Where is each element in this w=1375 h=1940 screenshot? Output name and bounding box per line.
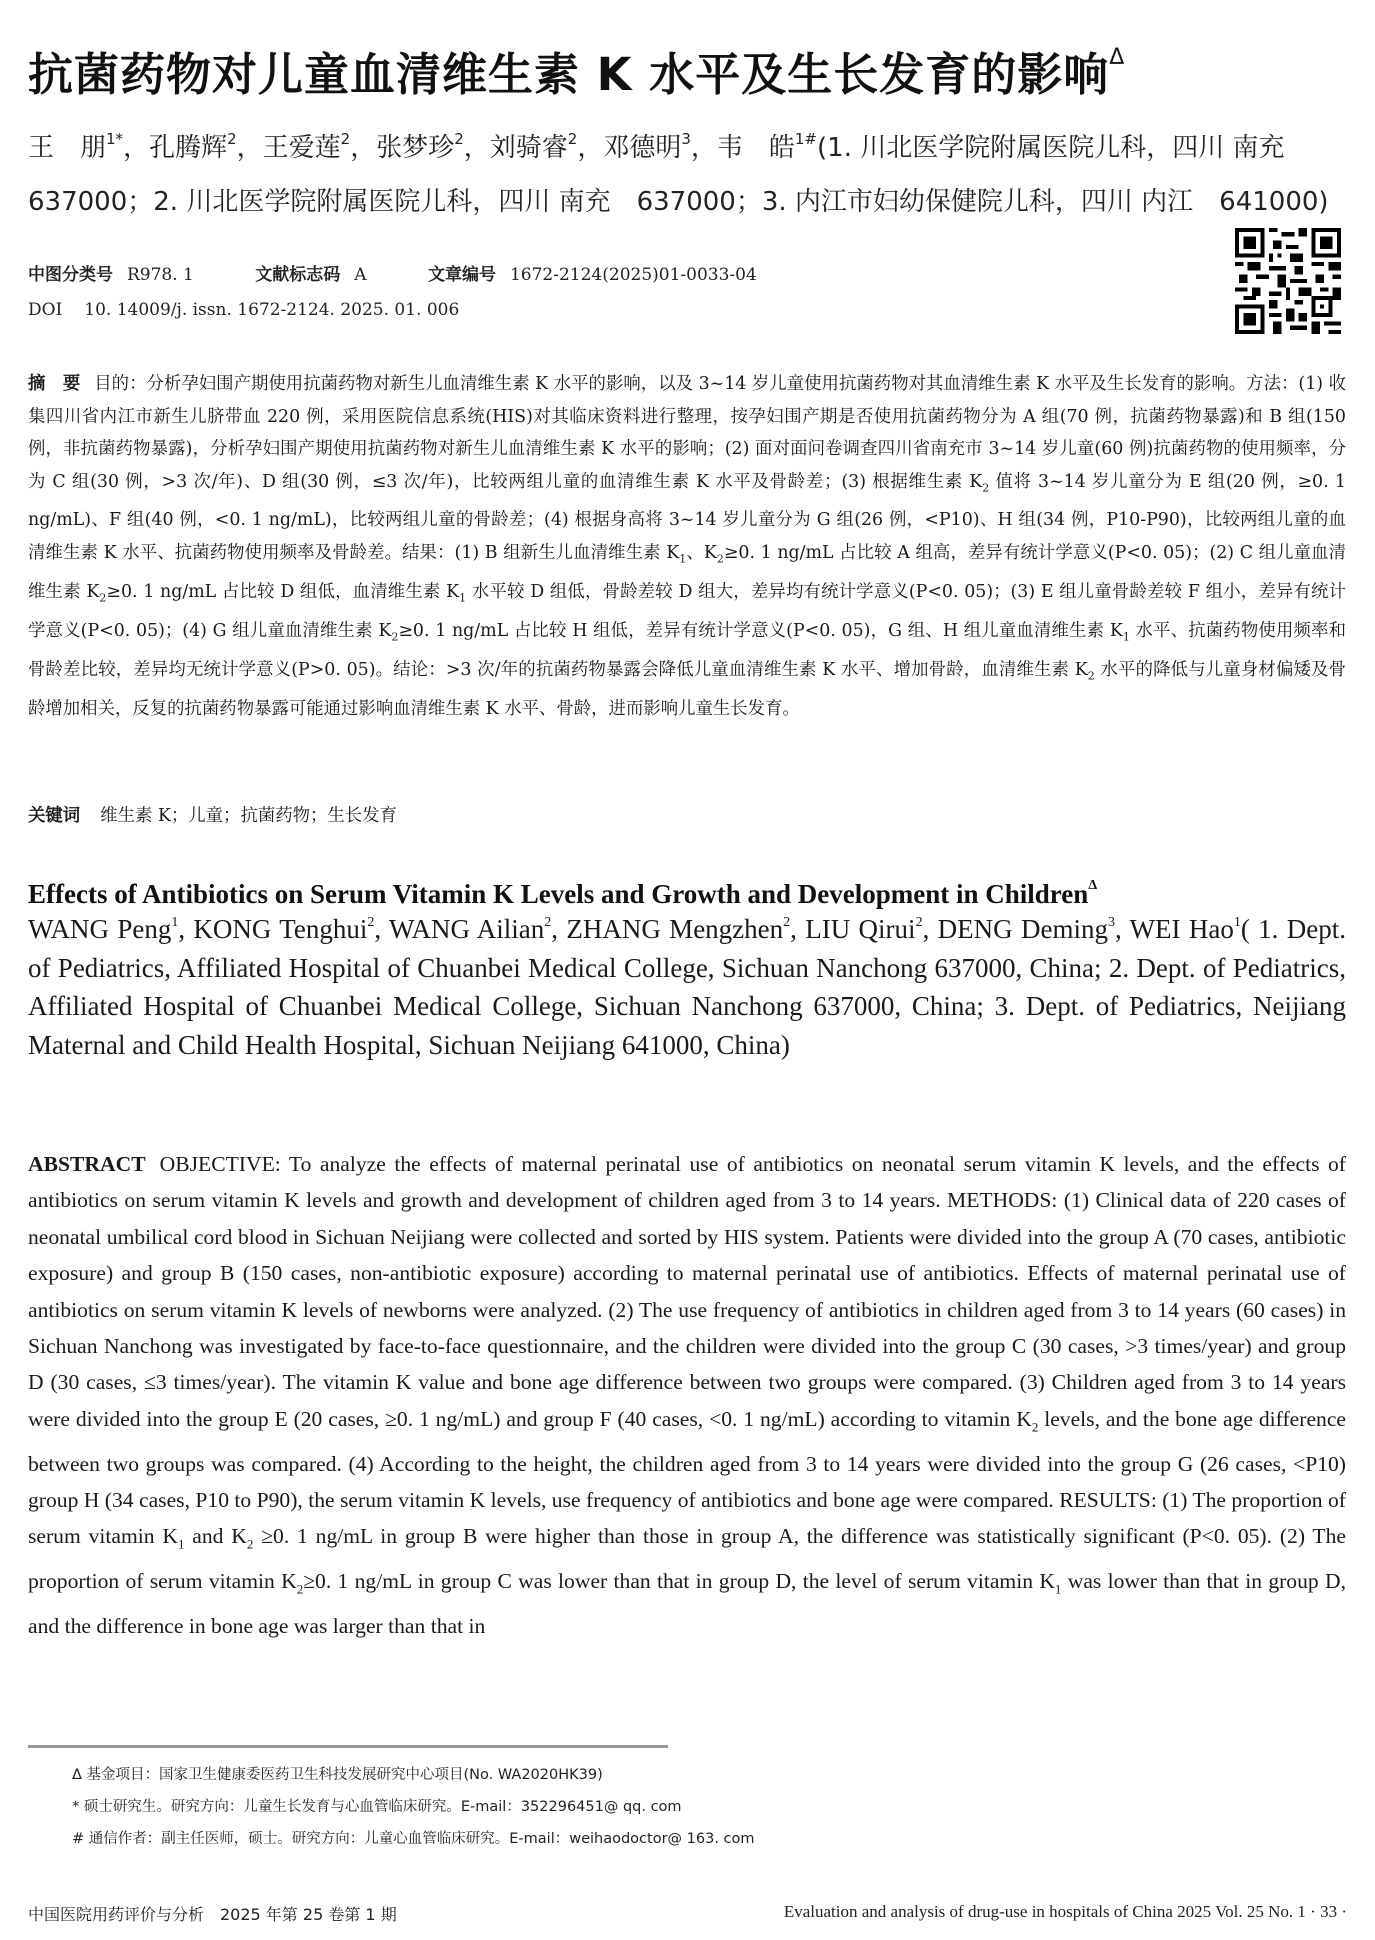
authors-affiliations-en (28, 904, 1346, 1064)
abstract-text: ≥0. 1 ng/mL in group B were higher than those in group A, the difference was statistically significant (P<0. 05). (2) The proportion of serum vitamin K (28, 1524, 1346, 1594)
clc-label: 中图分类号 (28, 265, 113, 285)
subscript: 2 (246, 1536, 254, 1552)
author-sup: 2 (544, 915, 552, 930)
title-en-text: Effects of Antibiotics on Serum Vitamin K Levels and Growth and Development in Children (28, 879, 1089, 909)
article-title-cn (28, 28, 1358, 105)
author: ，孔腾辉 (123, 133, 228, 163)
abstract-text: was lower than that in group D, and the difference in bone age was larger than that in (28, 1569, 1346, 1638)
author-sup: 2 (340, 130, 351, 148)
keywords-value: 维生素 K；儿童；抗菌药物；生长发育 (100, 806, 397, 826)
footnote-corresponding: # 通信作者：副主任医师，硕士。研究方向：儿童心血管临床研究。E-mail：weihaodoctor@ 163. com (72, 1831, 755, 1847)
abstract-cn (28, 368, 1346, 725)
doi-label: DOI (28, 300, 63, 320)
subscript: 2 (1087, 669, 1095, 683)
author-sup: 3 (681, 130, 691, 148)
abstract-text: 、K (686, 542, 717, 563)
abstract-cn-label: 摘 要 (28, 374, 81, 394)
qr-code-icon (1235, 228, 1341, 334)
subscript: 2 (99, 591, 107, 605)
subscript: 1 (1122, 630, 1130, 644)
doc-code-label: 文献标志码 (255, 265, 341, 285)
author: , DENG Deming (922, 914, 1108, 944)
author-sup: 3 (1107, 915, 1115, 930)
author: ，刘骑睿 (463, 133, 568, 163)
doc-code-value: A (354, 265, 367, 285)
keywords-cn (28, 800, 397, 832)
abstract-text: 水平、抗菌药物使用频率和骨龄差比较，差异均无统计学意义(P>0. 05)。结论：>3 次/年的抗菌药物暴露会降低儿童血清维生素 K 水平、增加骨龄，血清维生素 K (28, 620, 1347, 680)
abstract-text: levels, and the bone age difference between two groups was compared. (4) According to the height, the children aged from 3 to 14 years were divided into the group G (26 cases, <P10) group H (34 cases, P10 to P90), the serum vitamin K levels, use frequency of antibiotics and bone age were compared. RESULTS: (1) The proportion of serum vitamin K (28, 1406, 1346, 1549)
authors-affiliations-cn (28, 112, 1348, 229)
abstract-text: ≥0. 1 ng/mL 占比较 D 组低，血清维生素 K (106, 581, 460, 602)
author: , ZHANG Mengzhen (551, 914, 784, 944)
classification-line (28, 260, 757, 285)
footer-journal-en: Evaluation and analysis of drug-use in hospitals of China 2025 Vol. 25 No. 1 · 33 · (783, 1902, 1347, 1921)
affiliations: (1. 川北医学院附属医院儿科，四川 南充 637000；2. 川北医学院附属医院儿科，四川 南充 637000；3. 内江市妇幼保健院儿科，四川 内江 641000) (28, 133, 1329, 217)
footnote-funding: Δ 基金项目：国家卫生健康委医药卫生科技发展研究中心项目(No. WA2020HK39) (72, 1767, 603, 1783)
abstract-text: 目的：分析孕妇围产期使用抗菌药物对新生儿血清维生素 K 水平的影响，以及 3~14 岁儿童使用抗菌药物对其血清维生素 K 水平及生长发育的影响。方法：(1) 收集四川省内江市新生儿脐带血 220 例，采用医院信息系统(HIS)对其临床资料进行整理，按孕妇围产期是否使用抗菌药物分为 A 组(70 例，抗菌药物暴露)和 B 组(150 例，非抗菌药物暴露)，分析孕妇围产期使用抗菌药物对新生儿血清维生素 K 水平的影响；(2) 面对面问卷调查四川省南充市 3~14 岁儿童(60 例)抗菌药物的使用频率，分为 C 组(30 例，>3 次/年)、D 组(30 例，≤3 次/年)，比较两组儿童的血清维生素 K 水平及骨龄差；(3) 根据维生素 K (28, 374, 1346, 492)
clc-value: R978. 1 (127, 265, 194, 285)
author-sup: 2 (915, 915, 923, 930)
subscript: 1 (459, 591, 467, 605)
author: , WANG Ailian (374, 914, 545, 944)
author: ，王爱莲 (236, 133, 341, 163)
abstract-text: ≥0. 1 ng/mL in group C was lower than that in group D, the level of serum vitamin K (303, 1569, 1055, 1594)
author: ，张梦珍 (350, 133, 455, 163)
author-sup: 1* (106, 130, 124, 148)
author: 王 朋 (28, 133, 107, 163)
abstract-en-label: ABSTRACT (28, 1152, 146, 1176)
subscript: 1 (1054, 1581, 1062, 1597)
abstract-text: 水平的降低与儿童身材偏矮及骨龄增加相关，反复的抗菌药物暴露可能通过影响血清维生素 K 水平、骨龄，进而影响儿童生长发育。 (28, 659, 1346, 719)
subscript: 2 (296, 1581, 304, 1597)
author-sup: 1 (171, 915, 179, 930)
author-sup: 1# (794, 130, 818, 148)
subscript: 2 (716, 552, 724, 566)
abstract-text: ≥0. 1 ng/mL 占比较 A 组高，差异有统计学意义(P<0. 05)；(2) C 组儿童血清维生素 K (28, 542, 1347, 602)
keywords-label: 关键词 (28, 806, 81, 826)
abstract-text: 值将 3~14 岁儿童分为 E 组(20 例，≥0. 1 ng/mL)、F 组(40 例，<0. 1 ng/mL)，比较两组儿童的骨龄差；(4) 根据身高将 3~14 岁儿童分为 G 组(26 例，<P10)、H 组(34 例，P10-P90)，比较两组儿童的血清维生素 K 水平、抗菌药物使用频率及骨龄差。结果：(1) B 组新生儿血清维生素 K (28, 471, 1346, 563)
subscript: 2 (391, 630, 399, 644)
author: ，邓德明 (577, 133, 682, 163)
abstract-en (28, 1146, 1346, 1644)
abstract-text: and K (184, 1524, 247, 1549)
doi-value: 10. 14009/j. issn. 1672-2124. 2025. 01. 006 (84, 300, 460, 320)
author-sup: 2 (367, 915, 375, 930)
subscript: 2 (982, 480, 990, 494)
author: , KONG Tenghui (178, 914, 368, 944)
author-sup: 1 (1233, 915, 1241, 930)
author: , LIU Qirui (790, 914, 916, 944)
author: WANG Peng (28, 914, 172, 944)
subscript: 1 (679, 552, 687, 566)
footnote-divider (28, 1745, 668, 1748)
footer-journal-cn: 中国医院用药评价与分析 2025 年第 25 卷第 1 期 (28, 1905, 397, 1924)
author-sup: 2 (783, 915, 791, 930)
author-sup: 2 (454, 130, 464, 148)
author-sup: 2 (227, 130, 237, 148)
doi-line (28, 300, 459, 320)
footnote-first-author: * 硕士研究生。研究方向：儿童生长发育与心血管临床研究。E-mail：352296451@ qq. com (72, 1799, 682, 1815)
title-text: 抗菌药物对儿童血清维生素 K 水平及生长发育的影响 (28, 48, 1110, 101)
abstract-text: OBJECTIVE: To analyze the effects of maternal perinatal use of antibiotics on neonatal serum vitamin K levels, and the effects of antibiotics on serum vitamin K levels and growth and development of children aged from 3 to 14 years. METHODS: (1) Clinical data of 220 cases of neonatal umbilical cord blood in Sichuan Neijiang were collected and sorted by HIS system. Patients were divided into the group A (70 cases, antibiotic exposure) and group B (150 cases, non-antibiotic exposure) according to maternal perinatal use of antibiotics. Effects of maternal perinatal use of antibiotics on serum vitamin K levels of newborns were analyzed. (2) The use frequency of antibiotics in children aged from 3 to 14 years (60 cases) in Sichuan Nanchong was investigated by face-to-face questionnaire, and the children were divided into the group C (30 cases, >3 times/year) and group D (30 cases, ≤3 times/year). The vitamin K value and bone age difference between two groups were compared. (3) Children aged from 3 to 14 years were divided into the group E (20 cases, ≥0. 1 ng/mL) and group F (40 cases, <0. 1 ng/mL) according to vitamin K (28, 1152, 1346, 1431)
article-no-value: 1672-2124(2025)01-0033-04 (509, 265, 757, 285)
affiliations-en: ( 1. Dept. of Pediatrics, Affiliated Hospital of Chuanbei Medical College, Sichuan Nanchong 637000, China; 2. Dept. of Pediatrics, Affiliated Hospital of Chuanbei Medical College, Sichuan Nanchong 637000, China; 3. Dept. of Pediatrics, Neijiang Maternal and Child Health Hospital, Sichuan Neijiang 641000, China) (28, 914, 1347, 1060)
funding-mark: Δ (1088, 878, 1098, 893)
funding-mark: Δ (1109, 45, 1126, 70)
subscript: 1 (177, 1536, 185, 1552)
abstract-text: 水平较 D 组低，骨龄差较 D 组大，差异均有统计学意义(P<0. 05)；(3) E 组儿童骨龄差较 F 组小，差异有统计学意义(P<0. 05)；(4) G 组儿童血清维生素 K (28, 581, 1346, 641)
subscript: 2 (1031, 1419, 1039, 1435)
article-no-label: 文章编号 (427, 265, 496, 285)
author: , WEI Hao (1114, 914, 1234, 944)
author-sup: 2 (567, 130, 578, 148)
abstract-text: ≥0. 1 ng/mL 占比较 H 组低，差异有统计学意义(P<0. 05)，G 组、H 组儿童血清维生素 K (398, 620, 1123, 641)
author: ，韦 皓 (690, 133, 795, 163)
